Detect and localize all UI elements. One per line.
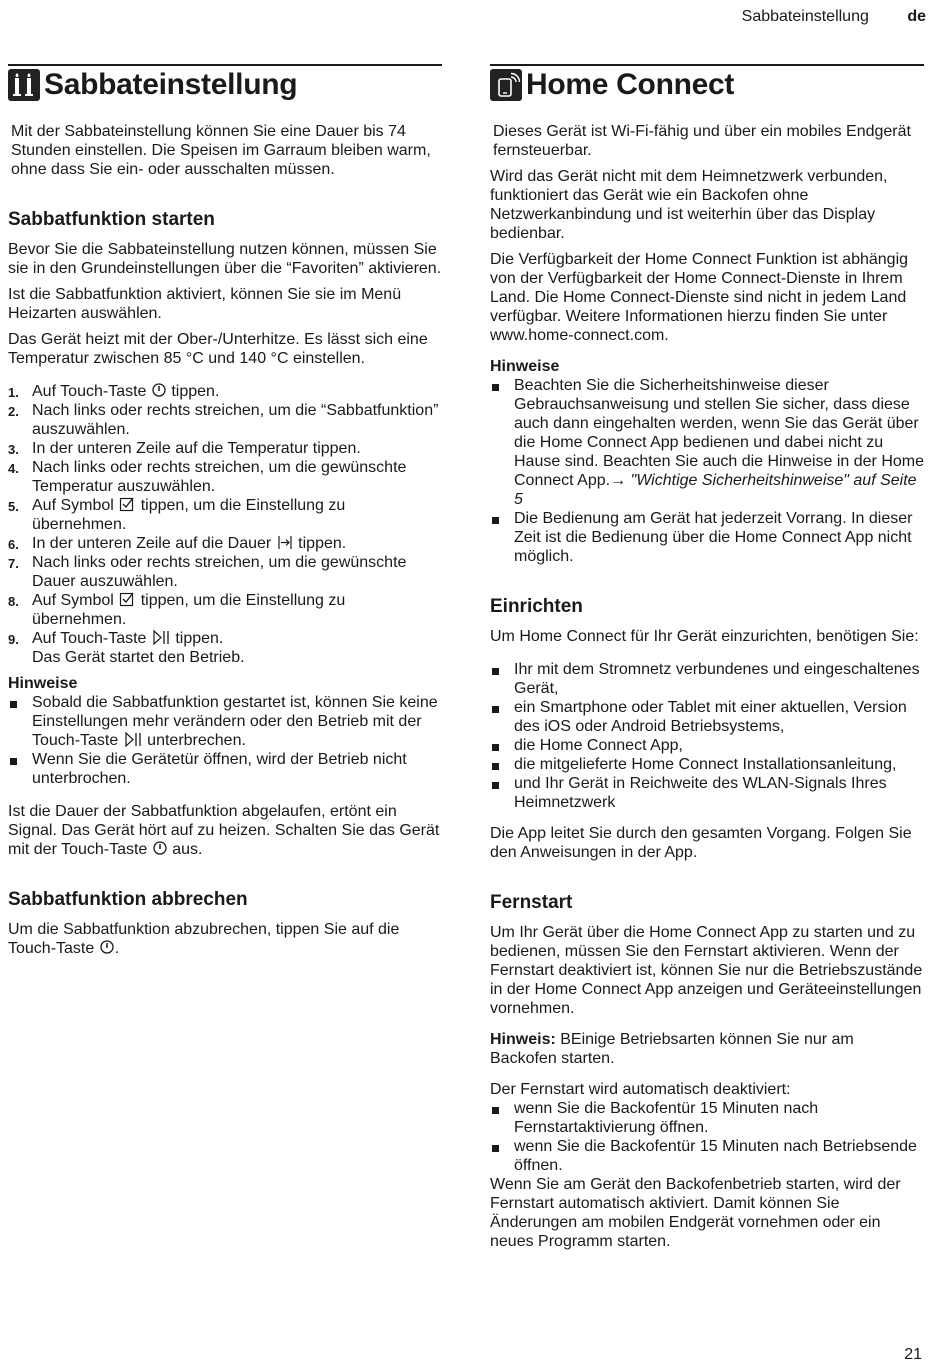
start-pause-icon	[124, 731, 142, 747]
paragraph-setup: Um Home Connect für Ihr Gerät einzurichten, benötigen Sie:	[490, 628, 919, 645]
running-header-section: Sabbateinstellung	[741, 8, 869, 25]
paragraph-remote-start: Um Ihr Gerät über die Home Connect App zu starten und zu bedienen, müssen Sie den Fernstart aktivieren. Wenn der Fernstart deaktiviert ist, können Sie nur die Betriebszustände in der Home Connect App anzeigen und Geräteeinstellungen vornehmen.	[490, 924, 923, 1017]
step-number: 1.	[8, 385, 19, 400]
step-text: In der unteren Zeile auf die Temperatur tippen.	[32, 440, 361, 457]
checkbox-confirm-icon	[119, 496, 135, 512]
step-text: tippen.	[171, 383, 220, 400]
paragraph-end-signal	[8, 802, 442, 859]
paragraph-offline: Wird das Gerät nicht mit dem Heimnetzwerk verbunden, funktioniert das Gerät wie ein Backofen ohne Netzwerkanbindung und ist weiterhin über das Display bedienbar.	[490, 168, 888, 242]
paragraph-activation: Bevor Sie die Sabbateinstellung nutzen können, müssen Sie sie in den Grundeinstellungen über die “Favoriten” aktivieren.	[8, 241, 442, 277]
step-text: tippen, um die Einstellung zu übernehmen.	[32, 497, 346, 533]
paragraph-availability: Die Verfügbarkeit der Home Connect Funktion ist abhängig von der Verfügbarkeit der Home Connect-Dienste in Ihrem Land. Die Home Connect-Dienste sind nicht in jedem Land verfügbar. Weitere Informationen hierzu finden Sie unter www.home-connect.com.	[490, 251, 909, 344]
page-title: Sabbateinstellung	[44, 68, 298, 101]
left-column	[8, 64, 442, 958]
step-number: 7.	[8, 556, 19, 571]
requirement-item: ein Smartphone oder Tablet mit einer aktuellen, Version des iOS oder Android Betriebsystems,	[490, 698, 924, 736]
step-number: 4.	[8, 461, 19, 476]
note-text: Beachten Sie die Sicherheitshinweise dieser Gebrauchsanweisung und stellen Sie sicher, dass diese auch dann eingehalten werden, wenn Sie das Gerät über die Home Connect App bedienen und dabei nicht zu Hause sind. Beachten Sie auch die Hinweise in der Home Connect App.	[514, 377, 925, 489]
intro-text: Mit der Sabbateinstellung können Sie eine Dauer bis 74 Stunden einstellen. Die Speisen im Garraum bleiben warm, ohne dass Sie ein- oder ausschalten müssen.	[11, 123, 431, 178]
step-result-text: Das Gerät startet den Betrieb.	[32, 649, 245, 666]
end-text: aus.	[172, 841, 203, 858]
section-title-home-connect	[490, 64, 924, 104]
paragraph-app-guide: Die App leitet Sie durch den gesamten Vorgang. Folgen Sie den Anweisungen in der App.	[490, 825, 912, 861]
home-connect-icon	[490, 69, 522, 101]
cross-reference-link[interactable]: "Wichtige Sicherheitshinweise" auf Seite 5	[514, 472, 917, 508]
step-text: Auf Symbol	[32, 497, 114, 514]
duration-arrow-icon	[277, 534, 293, 550]
paragraph-wifi: Dieses Gerät ist Wi-Fi-fähig und über ein mobiles Endgerät fernsteuerbar.	[493, 123, 911, 159]
step-item	[8, 534, 442, 553]
step-number: 6.	[8, 537, 19, 552]
step-item	[8, 591, 442, 629]
running-header-language: de	[907, 8, 926, 25]
auto-deactivate-item: wenn Sie die Backofentür 15 Minuten nach Fernstartaktivierung öffnen.	[490, 1099, 924, 1137]
step-text: Auf Touch-Taste	[32, 630, 147, 647]
heading-remote-start: Fernstart	[490, 892, 573, 913]
hint-label: Hinweis:	[490, 1031, 556, 1048]
note-text: unterbrechen.	[147, 732, 246, 749]
paragraph-auto-deactivate: Der Fernstart wird automatisch deaktiviert:	[490, 1081, 791, 1098]
auto-deactivate-item: wenn Sie die Backofentür 15 Minuten nach Betriebsende öffnen.	[490, 1137, 924, 1175]
checkbox-confirm-icon	[119, 591, 135, 607]
step-text: Auf Touch-Taste	[32, 383, 147, 400]
abort-text: .	[114, 940, 120, 957]
right-column	[490, 64, 924, 1251]
note-item	[8, 693, 442, 750]
end-text: Ist die Dauer der Sabbatfunktion abgelaufen, ertönt ein Signal. Das Gerät hört auf zu heizen. Schalten Sie das Gerät mit der Touch-Taste	[8, 803, 440, 858]
notes-list	[8, 693, 442, 788]
step-item	[8, 458, 442, 496]
step-item	[8, 629, 442, 667]
step-text: Nach links oder rechts streichen, um die gewünschte Temperatur auszuwählen.	[32, 459, 407, 495]
step-number: 3.	[8, 442, 19, 457]
note-text: Die Bedienung am Gerät hat jederzeit Vorrang. In dieser Zeit ist die Bedienung über die Home Connect App nicht möglich.	[514, 510, 913, 565]
requirement-item: die mitgelieferte Home Connect Installationsanleitung,	[490, 755, 924, 774]
step-text: Auf Symbol	[32, 592, 114, 609]
step-text: tippen.	[298, 535, 347, 552]
note-item	[490, 376, 924, 509]
section-title-sabbath	[8, 64, 442, 104]
step-item	[8, 401, 442, 439]
step-text: tippen, um die Einstellung zu übernehmen.	[32, 592, 346, 628]
note-item	[8, 750, 442, 788]
step-text: Nach links oder rechts streichen, um die gewünschte Dauer auszuwählen.	[32, 554, 407, 590]
step-item	[8, 496, 442, 534]
step-item	[8, 553, 442, 591]
step-item	[8, 382, 442, 401]
heading-setup: Einrichten	[490, 596, 583, 617]
heading-sabbath-start: Sabbatfunktion starten	[8, 209, 215, 230]
hint-text: BEinige Betriebsarten können Sie nur am Backofen starten.	[490, 1031, 854, 1067]
step-number: 5.	[8, 499, 19, 514]
requirement-item: die Home Connect App,	[490, 736, 924, 755]
power-touch-key-icon	[153, 840, 167, 856]
step-text: Nach links oder rechts streichen, um die “Sabbatfunktion” auszuwählen.	[32, 402, 439, 438]
auto-deactivate-list	[490, 1099, 924, 1175]
step-list	[8, 382, 442, 667]
step-item	[8, 439, 442, 458]
paragraph-abort	[8, 920, 442, 958]
note-text: Wenn Sie die Gerätetür öffnen, wird der Betrieb nicht unterbrochen.	[32, 751, 407, 787]
running-header	[742, 8, 926, 26]
page-number: 21	[904, 1346, 922, 1363]
sabbath-candles-icon	[8, 69, 40, 101]
step-text: In der unteren Zeile auf die Dauer	[32, 535, 272, 552]
requirement-item: und Ihr Gerät in Reichweite des WLAN-Signals Ihres Heimnetzwerk	[490, 774, 924, 812]
step-number: 2.	[8, 404, 19, 419]
requirements-list	[490, 660, 924, 812]
start-pause-icon	[152, 629, 170, 645]
paragraph-auto-activate: Wenn Sie am Gerät den Backofenbetrieb starten, wird der Fernstart automatisch aktiviert. Damit können Sie Änderungen am mobilen Endgerät vornehmen oder ein neues Programm starten.	[490, 1176, 901, 1250]
note-text: Sobald die Sabbatfunktion gestartet ist, können Sie keine Einstellungen mehr verändern oder den Betrieb mit der Touch-Taste	[32, 694, 438, 749]
abort-text: Um die Sabbatfunktion abzubrechen, tippen Sie auf die Touch-Taste	[8, 921, 400, 957]
heading-sabbath-abort: Sabbatfunktion abbrechen	[8, 889, 248, 910]
paragraph-menu: Ist die Sabbatfunktion aktiviert, können Sie sie im Menü Heizarten auswählen.	[8, 286, 402, 322]
notes-heading: Hinweise	[490, 358, 560, 375]
note-item	[490, 509, 924, 566]
paragraph-heating: Das Gerät heizt mit der Ober-/Unterhitze. Es lässt sich eine Temperatur zwischen 85 °C und 140 °C einstellen.	[8, 331, 428, 367]
notes-list	[490, 376, 924, 566]
power-touch-key-icon	[152, 382, 166, 398]
page-title: Home Connect	[526, 68, 735, 101]
step-text: tippen.	[175, 630, 224, 647]
notes-heading: Hinweise	[8, 675, 78, 692]
paragraph-hint	[490, 1030, 924, 1068]
step-number: 8.	[8, 594, 19, 609]
requirement-item: Ihr mit dem Stromnetz verbundenes und eingeschaltenes Gerät,	[490, 660, 924, 698]
cross-reference-arrow-icon: →	[610, 472, 627, 489]
power-touch-key-icon	[100, 939, 114, 955]
step-number: 9.	[8, 632, 19, 647]
